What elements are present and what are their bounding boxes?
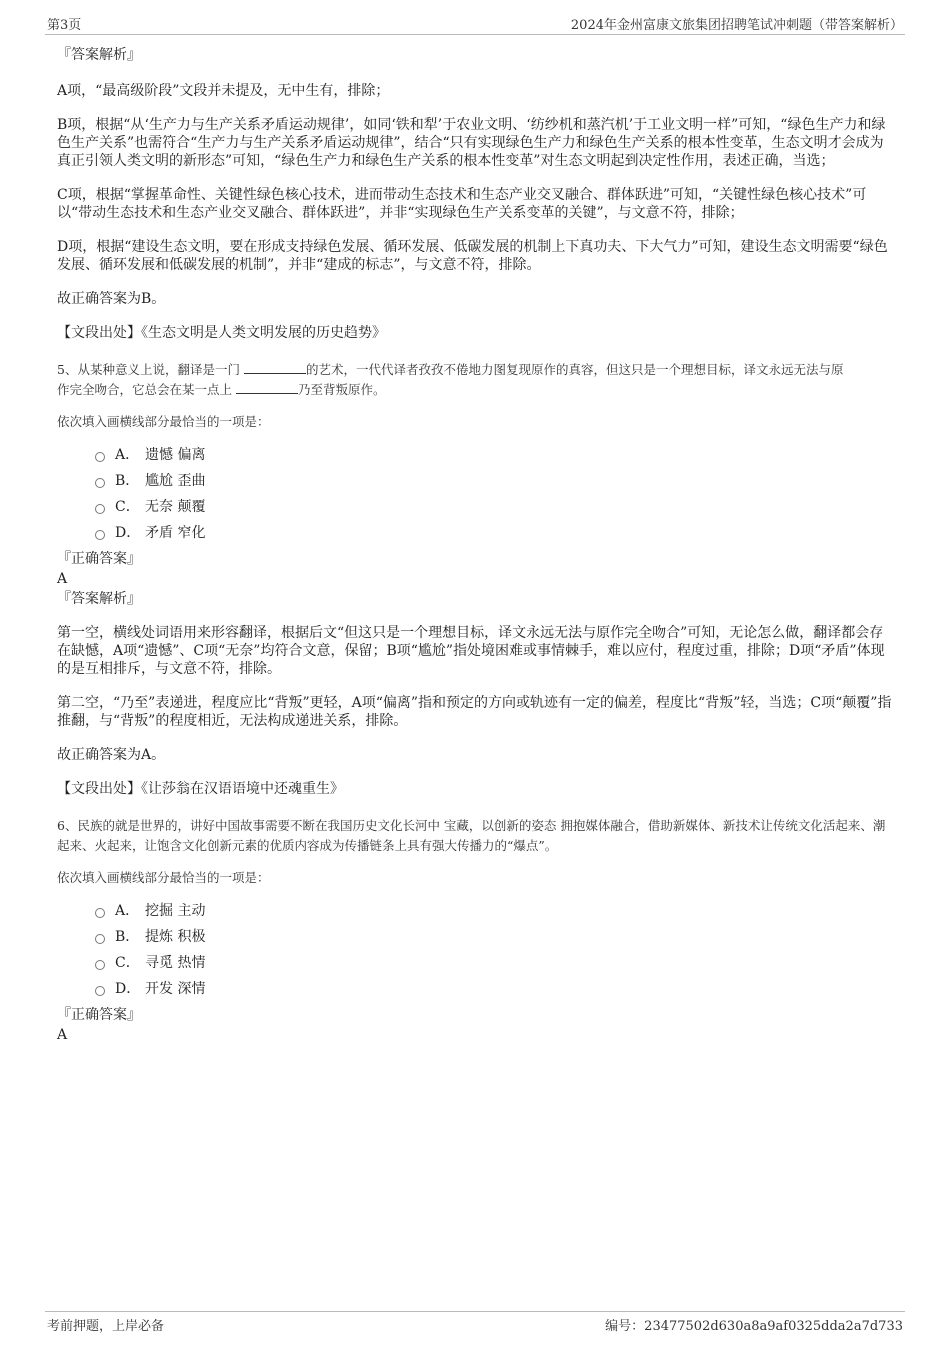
analysis-paragraph-1: 第一空，横线处词语用来形容翻译，根据后文“但这只是一个理想目标，译文永远无法与原作完全吻合”可知，无论怎么做，翻译都会存在缺憾，A项“遗憾”、C项“无奈”均符合文意，保留；B项“尴尬”指处境困难或事情棘手，难以应付，程度过重，排除；D项“矛盾”体现的是互相排斥，与文意不符，排除。 bbox=[57, 625, 885, 677]
option-a[interactable]: A． 遗憾 偏离 bbox=[57, 442, 893, 468]
question-5-options bbox=[57, 442, 893, 546]
question-5-stem: 5、从某种意义上说，翻译是一门 的艺术，一代代译者孜孜不倦地力图复现原作的真容，但这只是一个理想目标，译文永远无法与原 作完全吻合，它总会在某一点上 乃至背叛原作。 bbox=[57, 362, 844, 397]
question-6-stem: 6、民族的就是世界的，讲好中国故事需要不断在我国历史文化长河中 宝藏，以创新的姿态 拥抱媒体融合，借助新媒体、新技术让传统文化活起来、潮起来、火起来，让饱含文化创新元素的优质内容成为传播链条上具有强大传播力的“爆点”。 bbox=[57, 818, 886, 853]
source: 【文段出处】《生态文明是人类文明发展的历史趋势》 bbox=[57, 325, 386, 341]
option-a[interactable]: A． 挖掘 主动 bbox=[57, 898, 893, 924]
option-b[interactable]: B． 提炼 积极 bbox=[57, 924, 893, 950]
page-content bbox=[57, 44, 893, 1044]
option-c[interactable]: C． 寻觅 热情 bbox=[57, 950, 893, 976]
answer-label: 『正确答案』 bbox=[57, 1007, 141, 1023]
analysis-option-a: A项，“最高级阶段”文段并未提及，无中生有，排除； bbox=[57, 83, 390, 99]
option-d[interactable]: D． 开发 深情 bbox=[57, 976, 893, 1002]
option-b[interactable]: B． 尴尬 歪曲 bbox=[57, 468, 893, 494]
radio-icon[interactable] bbox=[95, 478, 105, 488]
option-c[interactable]: C． 无奈 颠覆 bbox=[57, 494, 893, 520]
conclusion: 故正确答案为B。 bbox=[57, 291, 166, 307]
radio-icon[interactable] bbox=[95, 934, 105, 944]
answer-label: 『正确答案』 bbox=[57, 551, 141, 567]
blank-2 bbox=[236, 381, 298, 394]
document-id: 编号：23477502d630a8a9af0325dda2a7d733 bbox=[605, 1319, 903, 1334]
radio-icon[interactable] bbox=[95, 530, 105, 540]
radio-icon[interactable] bbox=[95, 960, 105, 970]
analysis-label: 『答案解析』 bbox=[57, 47, 141, 63]
question-6-prompt: 依次填入画横线部分最恰当的一项是： bbox=[57, 870, 270, 885]
answer-value: A bbox=[57, 1027, 68, 1043]
document-title: 2024年金州富康文旅集团招聘笔试冲刺题（带答案解析） bbox=[570, 18, 903, 33]
analysis-option-b: B项，根据“从‘生产力与生产关系矛盾运动规律’，如同‘铁和犁’于农业文明、‘纺纱机和蒸汽机’于工业文明一样”可知，“绿色生产力和绿色生产关系”也需符合“生产力与生产关系矛盾运动规律”，结合“只有实现绿色生产力和绿色生产关系的根本性变革，生态文明才会成为真正引领人类文明的新形态”可知，“绿色生产力和绿色生产关系的根本性变革”对生态文明起到决定性作用，表述正确，当选； bbox=[57, 117, 886, 169]
question-6-options bbox=[57, 898, 893, 1002]
radio-icon[interactable] bbox=[95, 908, 105, 918]
footer-slogan: 考前押题，上岸必备 bbox=[47, 1319, 165, 1334]
page-footer bbox=[45, 1311, 905, 1337]
radio-icon[interactable] bbox=[95, 452, 105, 462]
option-d[interactable]: D． 矛盾 窄化 bbox=[57, 520, 893, 546]
radio-icon[interactable] bbox=[95, 986, 105, 996]
blank-1 bbox=[244, 361, 306, 374]
question-5-prompt: 依次填入画横线部分最恰当的一项是： bbox=[57, 414, 270, 429]
conclusion: 故正确答案为A。 bbox=[57, 747, 166, 763]
analysis-option-c: C项，根据“掌握革命性、关键性绿色核心技术，进而带动生态技术和生态产业交叉融合、群体跃进”可知，“关键性绿色核心技术”可以“带动生态技术和生态产业交叉融合、群体跃进”，并非“实现绿色生产关系变革的关键”，与文意不符，排除； bbox=[57, 187, 867, 221]
page-number: 第3页 bbox=[47, 18, 82, 33]
page-header bbox=[45, 14, 905, 35]
radio-icon[interactable] bbox=[95, 504, 105, 514]
answer-value: A bbox=[57, 571, 68, 587]
analysis-paragraph-2: 第二空，“乃至”表递进，程度应比“背叛”更轻，A项“偏离”指和预定的方向或轨迹有一定的偏差，程度比“背叛”轻，当选；C项“颠覆”指推翻，与“背叛”的程度相近，无法构成递进关系，排除。 bbox=[57, 695, 892, 729]
source: 【文段出处】《让莎翁在汉语语境中还魂重生》 bbox=[57, 781, 344, 797]
analysis-label: 『答案解析』 bbox=[57, 591, 141, 607]
analysis-option-d: D项，根据“建设生态文明，要在形成支持绿色发展、循环发展、低碳发展的机制上下真功夫、下大气力”可知，建设生态文明需要“绿色发展、循环发展和低碳发展的机制”，并非“建成的标志”，与文意不符，排除。 bbox=[57, 239, 888, 273]
